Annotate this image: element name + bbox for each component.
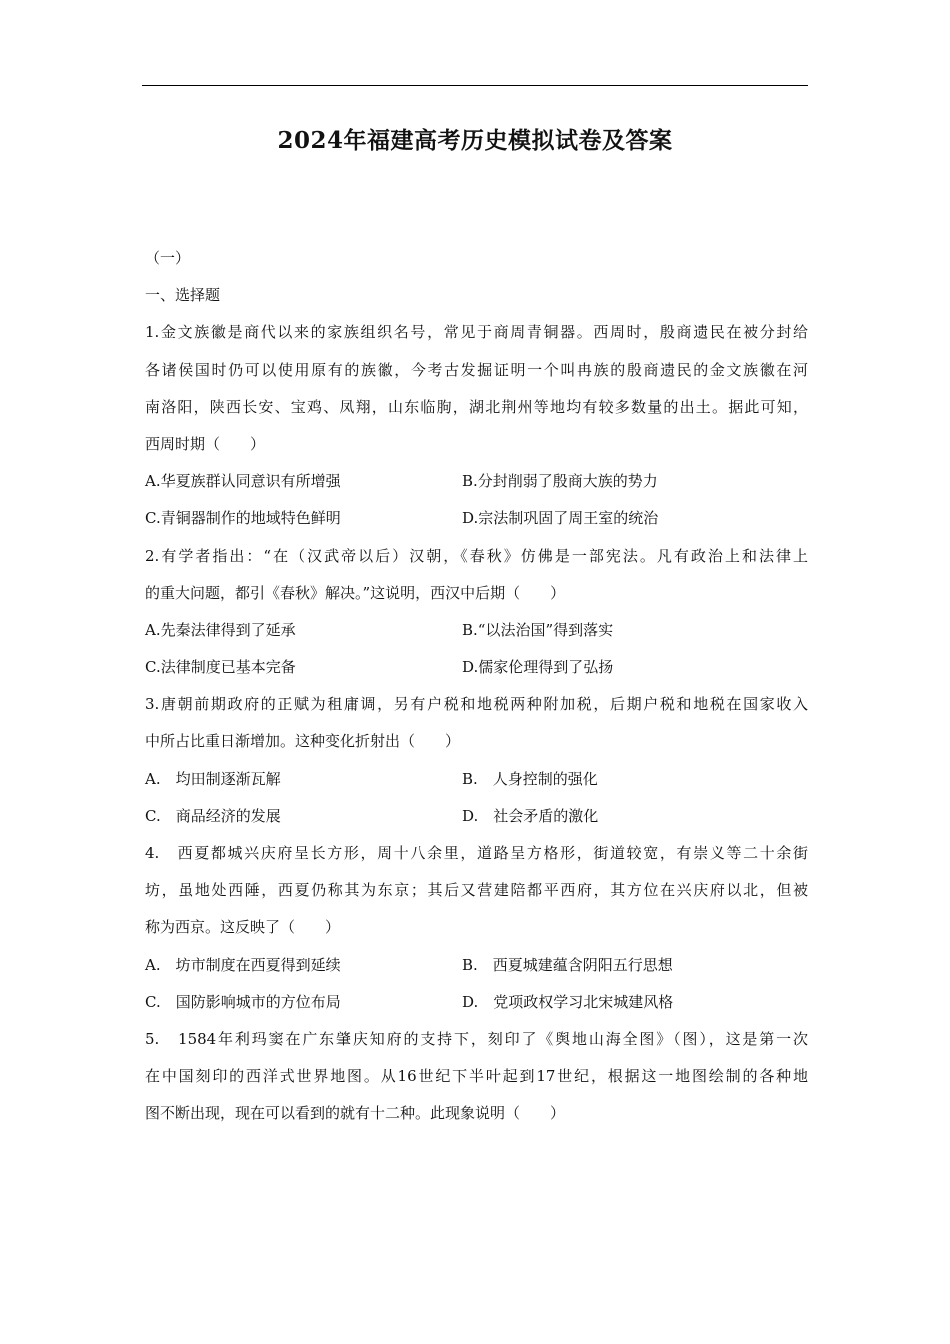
question-2-options-row [145, 649, 808, 686]
question-2-options-row [145, 612, 808, 649]
question-1-line: 西周时期（ ） [145, 434, 266, 453]
question-4-option-b: B. 西夏城建蕴含阴阳五行思想 [462, 955, 673, 974]
document-body [145, 240, 808, 1133]
question-3-option-b: B. 人身控制的强化 [462, 769, 598, 788]
question-4-stem [145, 835, 808, 947]
question-4-option-a: A. 坊市制度在西夏得到延续 [145, 955, 341, 974]
question-1-stem [145, 314, 808, 463]
question-2-line: 的重大问题，都引《春秋》解决。”这说明，西汉中后期（ ） [145, 583, 566, 602]
question-5-line: 在中国刻印的西洋式世界地图。从16世纪下半叶起到17世纪，根据这一地图绘制的各种地 [145, 1067, 808, 1086]
page-title: 2024年福建高考历史模拟试卷及答案 [277, 127, 673, 154]
question-3-options-row [145, 761, 808, 798]
question-4-line: 4. 西夏都城兴庆府呈长方形，周十八余里，道路呈方格形，街道较宽，有崇义等二十余街 [145, 844, 808, 862]
question-4-option-d: D. 党项政权学习北宋城建风格 [462, 992, 674, 1011]
question-2-option-d: D.儒家伦理得到了弘扬 [462, 658, 614, 677]
question-5-line: 图不断出现，现在可以看到的就有十二种。此现象说明（ ） [145, 1104, 566, 1123]
question-2-option-c: C.法律制度已基本完备 [145, 658, 296, 677]
question-1-option-c: C.青铜器制作的地域特色鲜明 [145, 509, 341, 528]
question-1-option-b: B.分封削弱了殷商大族的势力 [462, 472, 658, 491]
question-2-line: 2.有学者指出：“在（汉武帝以后）汉朝，《春秋》仿佛是一部宪法。凡有政治上和法律上 [145, 546, 808, 565]
question-1-option-a: A.华夏族群认同意识有所增强 [145, 472, 341, 491]
question-4-option-c: C. 国防影响城市的方位布局 [145, 992, 341, 1011]
question-3-options-row [145, 798, 808, 835]
question-2-option-b: B.“以法治国”得到落实 [462, 620, 614, 639]
question-4-options-row [145, 947, 808, 984]
question-5-stem [145, 1021, 808, 1133]
question-2-option-a: A.先秦法律得到了延承 [145, 620, 296, 639]
question-4-options-row [145, 984, 808, 1021]
question-1-line: 1.金文族徽是商代以来的家族组织名号，常见于商周青铜器。西周时，殷商遗民在被分封给 [145, 323, 808, 342]
section-label: 一、选择题 [145, 286, 221, 305]
question-3-option-d: D. 社会矛盾的激化 [462, 806, 599, 825]
question-1-line: 南洛阳，陕西长安、宝鸡、凤翔，山东临朐，湖北荆州等地均有较多数量的出土。据此可知， [145, 397, 808, 416]
question-3-stem [145, 686, 808, 760]
question-1-options-row [145, 463, 808, 500]
question-3-line: 3.唐朝前期政府的正赋为租庸调，另有户税和地税两种附加税，后期户税和地税在国家收入 [145, 695, 808, 714]
question-2-stem [145, 538, 808, 612]
question-3-line: 中所占比重日渐增加。这种变化折射出（ ） [145, 732, 461, 751]
question-4-line: 坊，虽地处西陲，西夏仍称其为东京；其后又营建陪都平西府，其方位在兴庆府以北，但被 [145, 881, 808, 900]
part-label: （一） [145, 249, 191, 267]
question-4-line: 称为西京。这反映了（ ） [145, 918, 341, 937]
question-1-options-row [145, 500, 808, 537]
question-3-option-c: C. 商品经济的发展 [145, 806, 281, 825]
question-3-option-a: A. 均田制逐渐瓦解 [145, 769, 281, 788]
question-1-option-d: D.宗法制巩固了周王室的统治 [462, 509, 659, 528]
header-rule [142, 85, 808, 86]
question-5-line: 5. 1584年利玛窦在广东肇庆知府的支持下，刻印了《舆地山海全图》（图），这是第一次 [145, 1029, 808, 1048]
question-1-line: 各诸侯国时仍可以使用原有的族徽，今考古发掘证明一个叫冉族的殷商遗民的金文族徽在河 [145, 360, 808, 379]
